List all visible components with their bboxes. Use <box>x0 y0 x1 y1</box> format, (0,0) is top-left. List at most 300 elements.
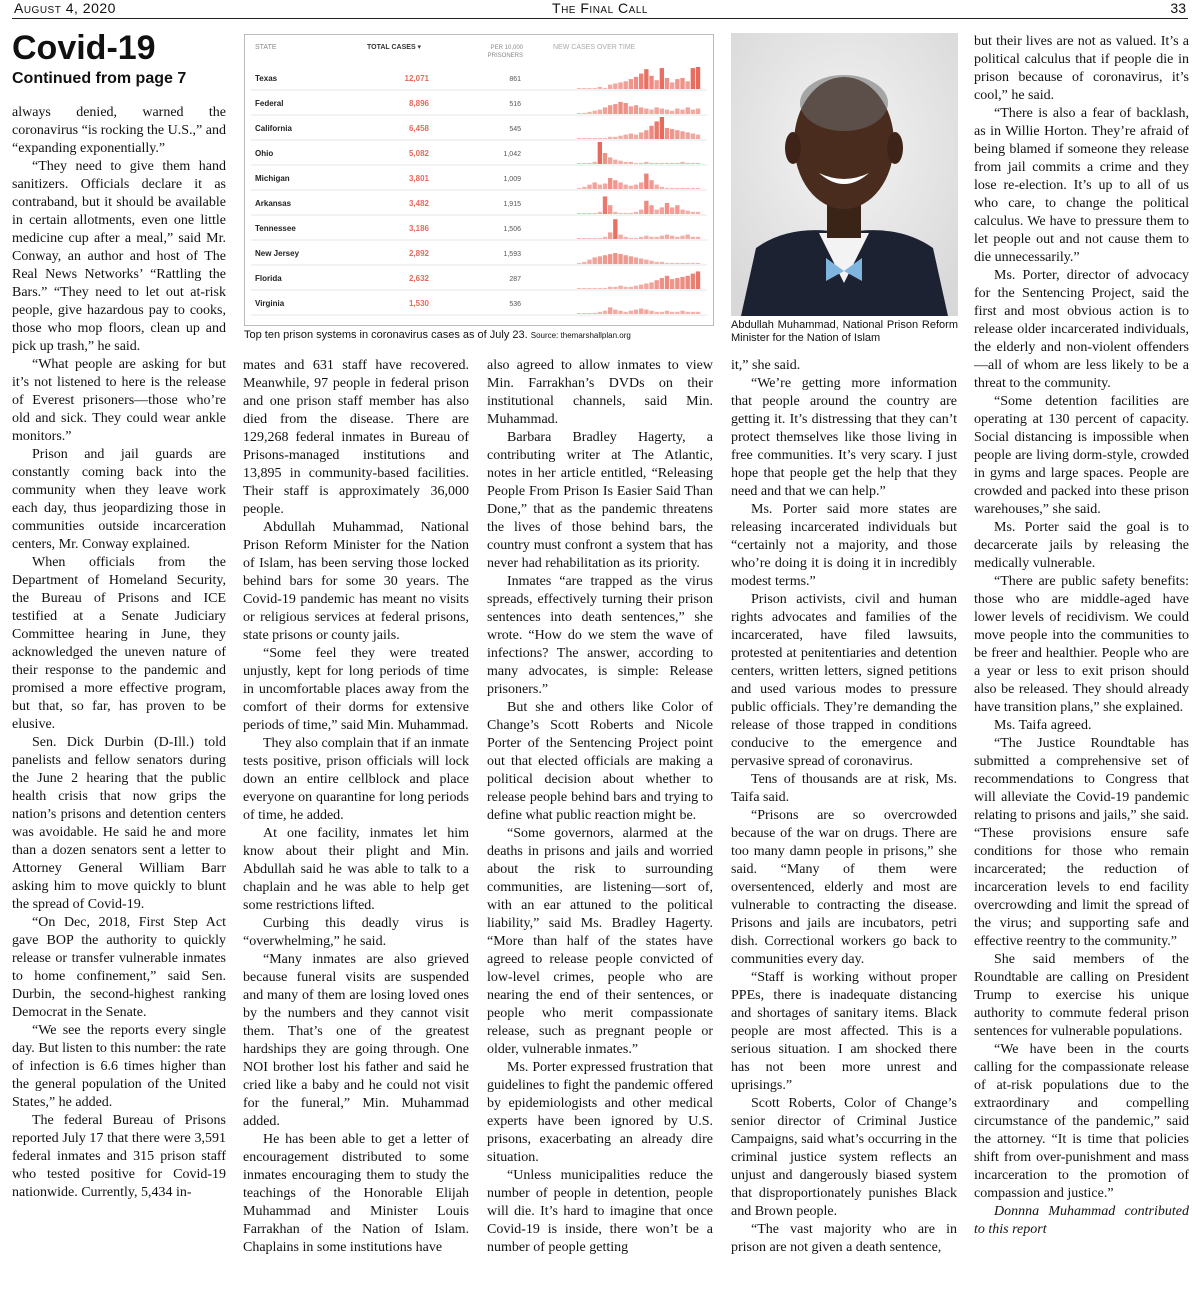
trend-bar <box>582 163 586 164</box>
trend-bar <box>644 236 648 239</box>
trend-bar <box>613 160 617 164</box>
article-paragraph: “Staff is working without proper PPEs, there is inadequate distancing and shortages of sanitary items. Black people are most affected. This is a serious situation. I am shocked there has not been more unrest and uprisings.” <box>731 970 957 1093</box>
trend-bar <box>587 213 591 214</box>
trend-bar <box>665 311 669 314</box>
trend-bar <box>665 163 669 164</box>
trend-bar <box>598 142 602 164</box>
trend-bar <box>618 254 622 264</box>
publication-name: The Final Call <box>552 0 648 16</box>
trend-bar <box>618 82 622 89</box>
trend-bar <box>655 107 659 114</box>
trend-bar <box>603 237 607 239</box>
article-paragraph: “The Justice Roundtable has submitted a comprehensive set of recommendations to Congress that will alleviate the Covid-19 pandemic relating to prisons and jails,” she said. “These provisions ensure safe conditions for those who remain incarcerated; the reduction of incarceration levels to end facility overcrowding and limit the spread of the virus; and supporting safe and effective reentry to the community.” <box>974 736 1189 949</box>
trend-bar <box>644 174 648 189</box>
per-10000-value: 536 <box>509 301 521 308</box>
trend-bar <box>660 278 664 289</box>
total-cases-value: 2,632 <box>408 274 429 283</box>
trend-bar <box>593 162 597 164</box>
column-header-new-cases: NEW CASES OVER TIME <box>553 44 636 51</box>
trend-bar <box>675 130 679 139</box>
trend-bar <box>696 237 700 239</box>
trend-bar <box>696 312 700 314</box>
trend-bar <box>655 163 659 164</box>
trend-bar <box>649 311 653 314</box>
trend-bar <box>644 69 648 89</box>
state-name: Federal <box>255 99 284 108</box>
trend-bar <box>608 157 612 164</box>
article-paragraph: Tens of thousands are at risk, Ms. Taifa said. <box>731 772 957 805</box>
trend-bar <box>629 213 633 214</box>
article-column-2 <box>243 357 469 1294</box>
trend-bar <box>649 163 653 164</box>
trend-bar <box>593 257 597 264</box>
trend-bar <box>582 313 586 314</box>
article-paragraph: “What people are asking for but it’s not listened to here is the release of Everest prisoners—those who’re old and sick. They could wear ankle monitors.” <box>12 357 226 444</box>
trend-bar <box>665 128 669 139</box>
trend-bar <box>598 87 602 89</box>
trend-bar <box>696 67 700 89</box>
state-name: Virginia <box>255 299 285 308</box>
article-paragraph: Prison activists, civil and human rights advocates and families of the incarcerated, have filed lawsuits, protested at penitentiaries and detention centers, written letters, signed petitions and used various modes to pressure public officials. They’re demanding the release of those trapped in conditions conducive to the emergence and pervasive spread of coronavirus. <box>731 592 957 769</box>
trend-bar <box>603 288 607 289</box>
article-paragraph: They also complain that if an inmate tests positive, prison officials will lock down an entire cellblock and place everyone on quarantine for long periods of time, he added. <box>243 736 469 823</box>
state-name: Ohio <box>255 149 274 158</box>
trend-bar <box>660 117 664 139</box>
trend-bar <box>649 282 653 289</box>
trend-bar <box>670 111 674 114</box>
chart-caption-text: Top ten prison systems in coronavirus cases as of July 23. <box>244 329 528 341</box>
trend-bar <box>686 132 690 139</box>
trend-bar <box>582 288 586 289</box>
trend-bar <box>593 111 597 114</box>
total-cases-value: 6,458 <box>408 124 429 133</box>
trend-bar <box>618 182 622 189</box>
trend-bar <box>598 138 602 139</box>
trend-bar <box>608 205 612 214</box>
article-paragraph: But she and others like Color of Change’s Scott Roberts and Nicole Porter of the Sentencing Project point out that elected officials are making a political decision about whether to release people behind bars and trying to define what public reaction might be. <box>487 700 713 823</box>
trend-bar <box>639 309 643 315</box>
total-cases-value: 5,082 <box>408 149 429 158</box>
trend-bar <box>675 263 679 264</box>
trend-bar <box>582 213 586 214</box>
trend-bar <box>686 276 690 289</box>
state-name: Tennessee <box>255 224 296 233</box>
trend-bar <box>582 113 586 114</box>
state-name: New Jersey <box>255 249 300 258</box>
trend-bar <box>577 188 581 189</box>
trend-bar <box>582 262 586 264</box>
article-paragraph: also agreed to allow inmates to view Min. Farrakhan’s DVDs on their institutional channels, said Min. Muhammad. <box>487 358 713 427</box>
trend-bar <box>618 286 622 289</box>
per-10000-value: 1,915 <box>503 201 521 208</box>
article-paragraph: Scott Roberts, Color of Change’s senior director of Criminal Justice Campaigns, said what’s occurring in the criminal justice system reflects an unjust and dangerously biased system that disproportionately punishes Black and Brown people. <box>731 1096 957 1219</box>
per-10000-value: 1,506 <box>503 226 521 233</box>
article-paragraph: Ms. Porter said more states are releasing incarcerated individuals but “certainly not a majority, and those who’re doing it is doing it in incredibly modest terms.” <box>731 502 957 589</box>
trend-bar <box>649 110 653 114</box>
trend-bar <box>670 129 674 139</box>
trend-bar <box>655 185 659 189</box>
article-paragraph: it,” she said. <box>731 358 801 373</box>
trend-bar <box>691 110 695 114</box>
trend-bar <box>624 185 628 189</box>
article-paragraph: “Some governors, alarmed at the deaths in prisons and jails and worried about the risk to surrounding communities, are listening—sort of, with an ear attuned to the political liability,” said Ms. Bradley Hagerty. “More than half of the states have agreed to release people convicted of low-level crimes, people who are nearing the end of their sentences, or people who merit compassionate release, such as pregnant people or older, vulnerable inmates.” <box>487 826 713 1057</box>
trend-bar <box>629 311 633 314</box>
trend-bar <box>660 262 664 264</box>
trend-bar <box>696 109 700 115</box>
trend-bar <box>593 313 597 314</box>
trend-bar <box>624 237 628 239</box>
article-column-5 <box>974 33 1189 1294</box>
trend-bar <box>686 188 690 189</box>
trend-bar <box>686 107 690 114</box>
article-paragraph: Sen. Dick Durbin (D-Ill.) told panelists and fellow senators during the June 2 hearing that the public health crisis that now grips the nation’s prisons and detention centers was avoidable. He said he and more than a dozen senators sent a letter to Attorney General William Barr asking him to move quickly to blunt the spread of Covid-19. <box>12 735 226 912</box>
trend-bar <box>587 313 591 314</box>
trend-bar <box>613 310 617 314</box>
trend-bar <box>598 288 602 289</box>
article-paragraph: “The vast majority who are in prison are not given a death sentence, <box>731 1222 957 1255</box>
trend-bar <box>644 162 648 164</box>
trend-bar <box>634 135 638 139</box>
total-cases-value: 3,801 <box>408 174 429 183</box>
chart-source: Source: themarshallplan.org <box>530 331 631 340</box>
photo-caption: Abdullah Muhammad, National Prison Reform Minister for the Nation of Islam <box>731 319 958 344</box>
trend-bar <box>644 284 648 290</box>
trend-bar <box>680 236 684 239</box>
trend-bar <box>686 81 690 89</box>
trend-bar <box>629 186 633 189</box>
article-paragraph: Prison and jail guards are constantly coming back into the community when they leave work each day, thus jeopardizing those in communities outside incarceration centers, Mr. Conway explained. <box>12 447 226 552</box>
prison-cases-chart <box>244 34 714 326</box>
article-paragraph: Ms. Taifa agreed. <box>994 718 1092 733</box>
trend-bar <box>634 163 638 164</box>
trend-bar <box>665 110 669 114</box>
portrait-image <box>731 33 958 316</box>
article-paragraph: At one facility, inmates let him know about their plight and Min. Abdullah said he was able to talk to a chaplain and he was able to help get some restrictions lifted. <box>243 826 469 913</box>
trend-bar <box>670 312 674 314</box>
trend-bar <box>639 74 643 89</box>
trend-bar <box>587 88 591 89</box>
per-10000-value: 545 <box>509 126 521 133</box>
trend-bar <box>634 185 638 189</box>
trend-bar <box>603 153 607 164</box>
trend-bar <box>665 78 669 89</box>
trend-bar <box>665 188 669 189</box>
trend-bar <box>618 235 622 239</box>
total-cases-value: 1,530 <box>408 299 429 308</box>
trend-bar <box>624 103 628 114</box>
article-paragraph: “There is also a fear of backlash, as in Willie Horton. They’re afraid of being blamed if someone they release from jail commits a crime and they lose re-election. It’s up to all of us who care, to change the political calculus. We have to pressure them to let people out and not cause them to die unnecessarily.” <box>974 106 1189 265</box>
trend-bar <box>675 237 679 239</box>
article-paragraph: but their lives are not as valued. It’s a political calculus that if people die in prison because of coronavirus, it’s cool,” he said. <box>974 34 1189 103</box>
trend-bar <box>603 196 607 214</box>
trend-bar <box>670 263 674 264</box>
trend-bar <box>624 135 628 139</box>
portrait-photo <box>731 33 958 316</box>
trend-bar <box>582 187 586 189</box>
per-10000-value: 1,593 <box>503 251 521 258</box>
trend-bar <box>670 163 674 164</box>
trend-bar <box>577 213 581 214</box>
per-10000-value: 287 <box>509 276 521 283</box>
trend-bar <box>644 260 648 264</box>
trend-bar <box>577 113 581 114</box>
trend-bar <box>577 263 581 264</box>
trend-bar <box>696 163 700 164</box>
state-name: Texas <box>255 74 278 83</box>
trend-bar <box>598 312 602 314</box>
article-paragraph: mates and 631 staff have recovered. Meanwhile, 97 people in federal prison and one prison staff member has also died from the disease. There are 129,268 federal inmates in Bureau of Prisons-managed institutions and 13,895 in community-based facilities. Their staff is approximately 36,000 people. <box>243 358 469 517</box>
trend-bar <box>613 137 617 139</box>
trend-bar <box>655 237 659 239</box>
trend-bar <box>696 188 700 189</box>
trend-bar <box>608 232 612 239</box>
total-cases-value: 3,482 <box>408 199 429 208</box>
trend-bar <box>629 238 633 239</box>
trend-bar <box>675 205 679 214</box>
trend-bar <box>680 311 684 314</box>
trend-bar <box>613 180 617 189</box>
trend-bar <box>680 277 684 289</box>
trend-bar <box>634 212 638 214</box>
trend-bar <box>598 256 602 264</box>
trend-bar <box>670 236 674 239</box>
trend-bar <box>608 137 612 139</box>
article-paragraph: Ms. Porter, director of advocacy for the Sentencing Project, said the first and most obvious action is to release older incarcerated individuals, the elderly and non-violent offenders—all of whom are less likely to be a threat to the community. <box>974 268 1189 391</box>
trend-bar <box>593 182 597 189</box>
state-name: California <box>255 124 292 133</box>
trend-bar <box>665 203 669 214</box>
trend-bar <box>577 238 581 239</box>
trend-bar <box>593 288 597 289</box>
trend-bar <box>603 88 607 89</box>
trend-bar <box>655 312 659 314</box>
trend-bar <box>655 262 659 264</box>
trend-bar <box>618 161 622 164</box>
article-paragraph: Curbing this deadly virus is “overwhelming,” he said. <box>243 916 469 949</box>
article-paragraph: She said members of the Roundtable are calling on President Trump to exercise his unique authority to commute federal prison sentences for vulnerable populations. <box>974 952 1189 1039</box>
article-paragraph: always denied, warned the coronavirus “is rocking the U.S.,” and “expanding exponentially.” <box>12 105 226 156</box>
trend-bar <box>639 182 643 189</box>
trend-bar <box>634 105 638 114</box>
trend-bar <box>587 163 591 164</box>
trend-bar <box>680 110 684 114</box>
trend-bar <box>639 132 643 139</box>
trend-bar <box>608 105 612 114</box>
trend-bar <box>670 279 674 289</box>
trend-bar <box>613 84 617 90</box>
trend-bar <box>655 210 659 214</box>
article-paragraph: “We see the reports every single day. But listen to this number: the rate of infection is 6.6 times higher than the general population of the United States,” he added. <box>12 1023 226 1110</box>
trend-bar <box>587 260 591 264</box>
article-column-4 <box>731 357 957 1294</box>
article-continuation: Continued from page 7 <box>12 70 187 87</box>
article-paragraph: “Some detention facilities are operating at 130 percent of capacity. Social distancing is impossible when people are living dorm-style, crowded in gyms and large spaces. People are crowded and packed into these prison warehouses,” she said. <box>974 394 1189 517</box>
trend-bar <box>660 187 664 189</box>
trend-bar <box>624 255 628 264</box>
trend-bar <box>691 134 695 140</box>
trend-bar <box>680 131 684 139</box>
trend-bar <box>649 261 653 264</box>
column-header-prisoners: PRISONERS <box>487 53 523 59</box>
trend-bar <box>660 163 664 164</box>
trend-bar <box>680 78 684 89</box>
article-paragraph: The federal Bureau of Prisons reported July 17 that there were 3,591 federal inmates and 315 prison staff who tested positive for Covid-19 nationwide. Currently, 5,434 in- <box>12 1113 226 1200</box>
trend-bar <box>644 201 648 214</box>
trend-bar <box>649 126 653 139</box>
trend-bar <box>577 313 581 314</box>
trend-bar <box>582 138 586 139</box>
trend-bar <box>686 263 690 264</box>
trend-bar <box>624 312 628 314</box>
trend-bar <box>618 136 622 139</box>
state-name: Arkansas <box>255 199 292 208</box>
trend-bar <box>675 188 679 189</box>
trend-bar <box>691 68 695 89</box>
trend-bar <box>639 259 643 265</box>
trend-bar <box>686 211 690 214</box>
article-paragraph: Ms. Porter expressed frustration that guidelines to fight the pandemic offered by epidemiologists and other medical experts have been ignored by U.S. prisons, exacerbating an already dire situation. <box>487 1060 713 1165</box>
trend-bar <box>624 287 628 289</box>
trend-bar <box>577 138 581 139</box>
trend-bar <box>680 210 684 214</box>
trend-bar <box>608 254 612 264</box>
per-10000-value: 861 <box>509 76 521 83</box>
column-header-total-cases: TOTAL CASES ▾ <box>367 44 422 51</box>
trend-bar <box>660 207 664 214</box>
article-paragraph: “On Dec, 2018, First Step Act gave BOP the authority to quickly release or transfer vulnerable inmates to home confinement,” said Sen. Durbin, the second-highest ranking Democrat in the Senate. <box>12 915 226 1020</box>
trend-bar <box>670 82 674 89</box>
trend-bar <box>629 79 633 89</box>
trend-bar <box>644 310 648 314</box>
article-paragraph: “Many inmates are also grieved because funeral visits are suspended and many of them are losing loved ones by the numbers and they cannot visit them. That’s one of the greatest hardships they are going through. One NOI brother lost his father and said he cried like a baby and he could not visit for the funeral,” Min. Muhammad added. <box>243 952 469 1129</box>
trend-bar <box>691 263 695 264</box>
trend-bar <box>629 256 633 264</box>
trend-bar <box>691 188 695 189</box>
trend-bar <box>665 235 669 239</box>
trend-bar <box>680 263 684 264</box>
page-number: 33 <box>1170 0 1186 16</box>
state-name: Michigan <box>255 174 290 183</box>
trend-bar <box>608 85 612 89</box>
state-name: Florida <box>255 274 282 283</box>
trend-bar <box>634 310 638 314</box>
trend-bar <box>639 237 643 239</box>
trend-bar <box>587 138 591 139</box>
trend-bar <box>670 207 674 214</box>
trend-bar <box>613 212 617 214</box>
per-10000-value: 516 <box>509 101 521 108</box>
column-header-per-10000: PER 10,000 <box>490 45 523 51</box>
trend-bar <box>649 205 653 214</box>
trend-bar <box>598 110 602 114</box>
chart-svg <box>245 35 713 325</box>
trend-bar <box>675 109 679 115</box>
page-header <box>12 0 1188 19</box>
trend-bar <box>603 311 607 314</box>
trend-bar <box>675 79 679 89</box>
trend-bar <box>675 278 679 289</box>
total-cases-value: 8,896 <box>408 99 429 108</box>
total-cases-value: 2,892 <box>408 249 429 258</box>
trend-bar <box>593 238 597 239</box>
trend-bar <box>680 162 684 164</box>
trend-bar <box>587 112 591 114</box>
trend-bar <box>660 68 664 89</box>
trend-bar <box>660 312 664 314</box>
trend-bar <box>598 238 602 239</box>
trend-bar <box>613 253 617 264</box>
trend-bar <box>665 263 669 264</box>
trend-bar <box>618 311 622 314</box>
total-cases-value: 12,071 <box>404 74 429 83</box>
trend-bar <box>696 271 700 289</box>
trend-bar <box>624 162 628 164</box>
trend-bar <box>582 88 586 89</box>
trend-bar <box>629 162 633 164</box>
trend-bar <box>655 80 659 89</box>
article-column-3 <box>487 357 713 1294</box>
trend-bar <box>634 286 638 289</box>
total-cases-value: 3,186 <box>408 224 429 233</box>
article-paragraph: Inmates “are trapped as the virus spreads, effectively turning their prison sentences into death sentences,” she wrote. “How do we stem the wave of infections? The answer, according to many advocates, is simple: Release prisoners.” <box>487 574 713 697</box>
trend-bar <box>686 163 690 164</box>
article-paragraph: Ms. Porter said the goal is to decarcerate jails by releasing the medically vulnerable. <box>974 520 1189 571</box>
chart-caption <box>244 328 714 343</box>
trend-bar <box>603 184 607 190</box>
trend-bar <box>603 107 607 114</box>
trend-bar <box>624 213 628 214</box>
contributor-credit: Donnna Muhammad contributed to this report <box>974 1204 1189 1237</box>
trend-bar <box>608 307 612 314</box>
article-paragraph: “Some feel they were treated unjustly, kept for long periods of time in uncomfortable places away from the comfort of their dorms for extensive periods of time,” said Min. Muhammad. <box>243 646 469 733</box>
column-header-state: STATE <box>255 44 277 51</box>
trend-bar <box>639 163 643 164</box>
trend-bar <box>675 163 679 164</box>
trend-bar <box>660 109 664 115</box>
trend-bar <box>593 213 597 214</box>
per-10000-value: 1,009 <box>503 176 521 183</box>
trend-bar <box>634 77 638 89</box>
trend-bar <box>587 185 591 189</box>
trend-bar <box>593 138 597 139</box>
article-column-1 <box>12 104 226 1294</box>
trend-bar <box>660 236 664 239</box>
issue-date: August 4, 2020 <box>14 0 116 16</box>
trend-bar <box>670 188 674 189</box>
trend-bar <box>629 134 633 140</box>
trend-bar <box>639 210 643 214</box>
trend-bar <box>629 287 633 289</box>
trend-bar <box>639 285 643 289</box>
trend-bar <box>675 312 679 314</box>
trend-bar <box>598 185 602 189</box>
trend-bar <box>686 235 690 239</box>
trend-bar <box>680 188 684 189</box>
trend-bar <box>655 121 659 139</box>
trend-bar <box>629 106 633 114</box>
trend-bar <box>613 219 617 239</box>
trend-bar <box>649 237 653 239</box>
trend-bar <box>686 312 690 314</box>
trend-bar <box>696 212 700 214</box>
trend-bar <box>691 312 695 314</box>
trend-bar <box>603 138 607 139</box>
article-paragraph: “Unless municipalities reduce the number of people in detention, people will die. It’s hard to imagine that once Covid-19 is inside, there won’t be a number of people getting <box>487 1168 713 1255</box>
trend-bar <box>618 102 622 114</box>
trend-bar <box>587 288 591 289</box>
trend-bar <box>649 76 653 89</box>
trend-bar <box>613 287 617 289</box>
